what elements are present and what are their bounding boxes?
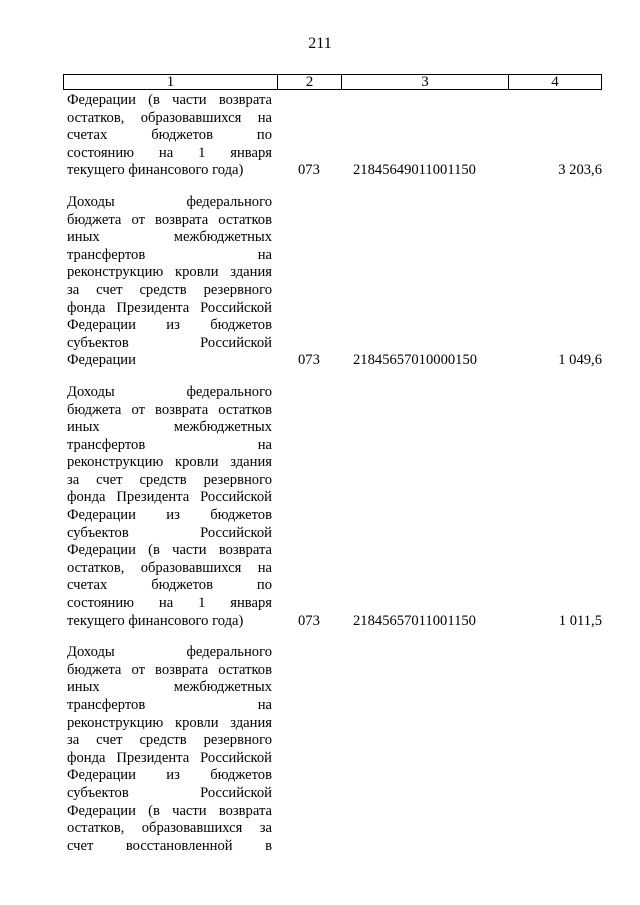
description-line: остатков, образовавшихся на xyxy=(67,109,272,126)
admin-code: 073 xyxy=(298,612,320,629)
description-line: трансфертов на xyxy=(67,697,272,713)
description-line: реконструкцию кровли здания xyxy=(67,454,272,471)
column-header-4: 4 xyxy=(551,74,559,90)
description-line: счетах бюджетов по xyxy=(67,577,272,594)
description-line: бюджета от возврата остатков xyxy=(67,401,272,418)
description-line: остатков, образовавшихся за xyxy=(67,820,272,837)
table-row xyxy=(0,384,640,630)
table-body xyxy=(0,92,640,869)
description-line: трансфертов на xyxy=(67,436,272,453)
row-description xyxy=(67,92,272,180)
description-line: остатков, образовавшихся на xyxy=(67,559,272,576)
column-header-2: 2 xyxy=(278,75,342,89)
row-description xyxy=(67,644,272,855)
amount: 1 011,5 xyxy=(558,612,602,629)
description-line: счетах бюджетов по xyxy=(67,127,272,144)
description-line: реконструкцию кровли здания xyxy=(67,714,272,731)
table-header-row xyxy=(63,74,602,90)
page-number: 211 xyxy=(308,35,332,52)
admin-code: 073 xyxy=(298,162,320,179)
description-line: иных межбюджетных xyxy=(67,229,272,246)
description-line: фонда Президента Российской xyxy=(67,749,272,766)
description-line: состоянию на 1 января xyxy=(67,595,272,612)
description-line: фонда Президента Российской xyxy=(67,299,272,316)
table-row xyxy=(0,92,640,180)
row-description xyxy=(67,384,272,630)
budget-classification-code: 21845649011001150 xyxy=(353,162,476,179)
table-row xyxy=(0,194,640,370)
description-line: иных межбюджетных xyxy=(67,679,272,696)
description-line: субъектов Российской xyxy=(67,334,272,351)
description-line: бюджета от возврата остатков xyxy=(67,211,272,228)
description-line: Федерации из бюджетов xyxy=(67,507,272,524)
description-line: счет восстановленной в xyxy=(67,837,272,854)
description-line: состоянию на 1 января xyxy=(67,144,272,161)
description-line: Федерации из бюджетов xyxy=(67,317,272,334)
description-line: Федерации (в части возврата xyxy=(67,92,272,108)
description-line: Доходы федерального xyxy=(67,383,272,400)
table-row xyxy=(0,644,640,855)
description-line: Федерации xyxy=(67,352,136,369)
description-line: за счет средств резервного xyxy=(67,732,272,749)
description-line: Федерации из бюджетов xyxy=(67,767,272,784)
row-description xyxy=(67,194,272,370)
budget-classification-code: 21845657011001150 xyxy=(353,612,476,629)
description-line: иных межбюджетных xyxy=(67,419,272,436)
description-line: фонда Президента Российской xyxy=(67,489,272,506)
description-line: за счет средств резервного xyxy=(67,281,272,298)
description-line: бюджета от возврата остатков xyxy=(67,661,272,678)
description-line: текущего финансового года) xyxy=(67,612,244,629)
amount: 1 049,6 xyxy=(558,352,602,369)
column-header-1: 1 xyxy=(64,75,278,89)
amount: 3 203,6 xyxy=(558,162,602,179)
description-line: субъектов Российской xyxy=(67,784,272,801)
description-line: трансфертов на xyxy=(67,246,272,263)
description-line: Доходы федерального xyxy=(67,644,272,661)
description-line: субъектов Российской xyxy=(67,524,272,541)
description-line: Федерации (в части возврата xyxy=(67,542,272,559)
description-line: за счет средств резервного xyxy=(67,471,272,488)
budget-classification-code: 21845657010000150 xyxy=(353,352,478,369)
admin-code: 073 xyxy=(298,352,320,369)
column-header-3: 3 xyxy=(342,75,509,89)
description-line: Доходы федерального xyxy=(67,193,272,210)
description-line: реконструкцию кровли здания xyxy=(67,264,272,281)
description-line: текущего финансового года) xyxy=(67,162,244,179)
description-line: Федерации (в части возврата xyxy=(67,802,272,819)
